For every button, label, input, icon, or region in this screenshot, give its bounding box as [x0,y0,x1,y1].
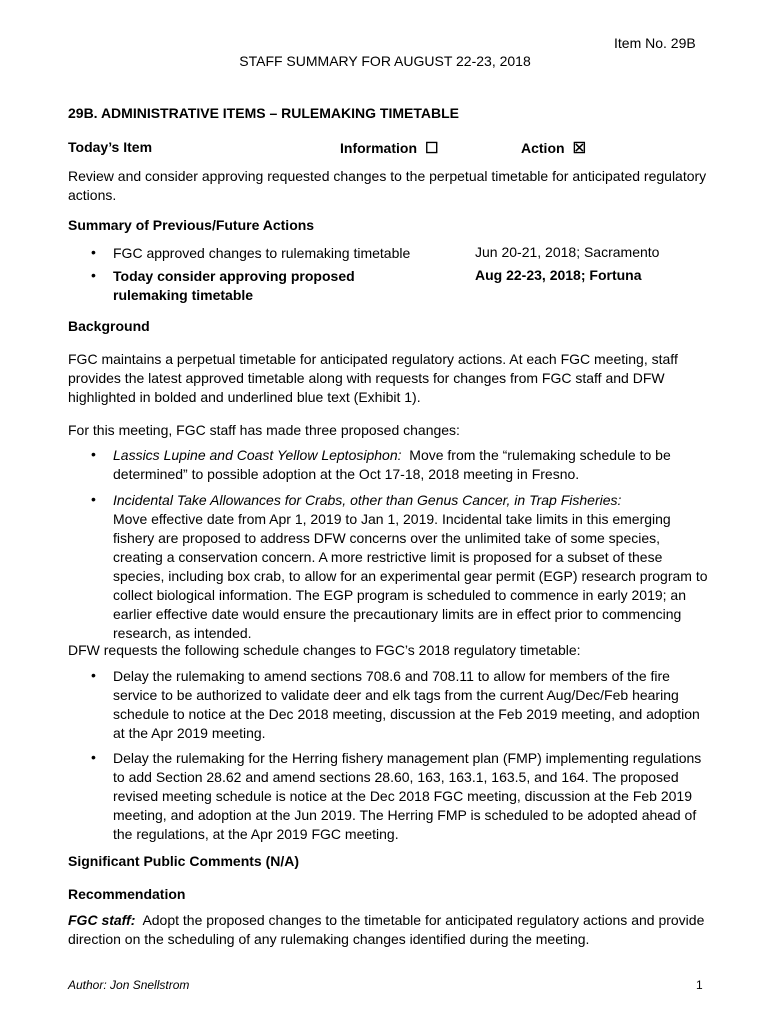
summary-date: Aug 22-23, 2018; Fortuna [475,267,642,283]
information-checkbox: ☐ [425,140,439,157]
background-paragraph-2: For this meeting, FGC staff has made three proposed changes: [68,422,460,438]
bullet: • [91,491,96,507]
bullet: • [91,749,96,765]
bullet: • [91,446,96,462]
intro-paragraph: Review and consider approving requested changes to the perpetual timetable for anticipated regulatory actions. [68,168,707,203]
fgc-change-item [113,446,708,484]
public-comments-heading: Significant Public Comments (N/A) [68,853,300,869]
page-number: 1 [696,978,703,992]
dfw-change-text: Delay the rulemaking to amend sections 708.6 and 708.11 to allow for members of the fire service to be authorized to validate deer and elk tags from the current Aug/Dec/Feb hearing schedule to notice at the Dec 2018 meeting, discussion at the Feb 2019 meeting, and adoption at the Apr 2019 meeting. [113,668,700,741]
bullet: • [91,267,96,283]
recommendation-text: Adopt the proposed changes to the timetable for anticipated regulatory actions and provide direction on the scheduling of any rulemaking changes identified during the meeting. [68,912,705,947]
recommendation-paragraph [68,911,708,949]
fgc-change-item [113,491,708,643]
bullet: • [91,244,96,260]
staff-summary-heading: STAFF SUMMARY FOR AUGUST 22-23, 2018 [239,53,531,69]
fgc-change-title: Lassics Lupine and Coast Yellow Leptosiphon: [113,447,402,463]
background-paragraph-3: DFW requests the following schedule changes to FGC’s 2018 regulatory timetable: [68,642,581,658]
information-option [340,139,438,157]
section-title: 29B. ADMINISTRATIVE ITEMS – RULEMAKING TIMETABLE [68,105,459,121]
action-option [521,139,586,157]
bullet: • [91,667,96,683]
summary-heading: Summary of Previous/Future Actions [68,217,315,233]
fgc-change-text: Move effective date from Apr 1, 2019 to Jan 1, 2019. Incidental take limits in this emerging fishery are proposed to address DFW concerns over the unlimited take of some species, creating a conservation concern. A more restrictive limit is proposed for a subset of these species, including box crab, to allow for an experimental gear permit (EGP) research program to collect biological information. The EGP program is scheduled to commence in early 2019; an earlier effective date would ensure the precautionary limits are in effect prior to commencing research, as intended. [113,511,708,641]
recommendation-label: FGC staff: [68,912,136,928]
footer-author: Author: Jon Snellstrom [68,978,190,992]
summary-action: Today consider approving proposed rulemaking timetable [113,268,355,303]
summary-action: FGC approved changes to rulemaking timetable [113,245,411,261]
item-number: Item No. 29B [614,35,696,51]
fgc-change-text: Move from the “rulemaking schedule to be determined” to possible adoption at the Oct 17-18, 2018 meeting in Fresno. [113,447,671,482]
fgc-change-title: Incidental Take Allowances for Crabs, other than Genus Cancer, in Trap Fisheries: [113,492,622,508]
background-paragraph-1: FGC maintains a perpetual timetable for anticipated regulatory actions. At each FGC meeting, staff provides the latest approved timetable along with requests for changes from FGC staff and DFW highlighted in bolded and underlined blue text (Exhibit 1). [68,351,678,405]
summary-date: Jun 20-21, 2018; Sacramento [475,244,660,260]
information-label: Information [340,140,417,156]
action-label: Action [521,140,565,156]
dfw-change-text: Delay the rulemaking for the Herring fishery management plan (FMP) implementing regulations to add Section 28.62 and amend sections 28.60, 163, 163.1, 163.5, and 164. The proposed revised meeting schedule is notice at the Dec 2018 FGC meeting, discussion at the Feb 2019 meeting, and adoption at the Jun 2019. The Herring FMP is scheduled to be adopted ahead of the regulations, at the Apr 2019 FGC meeting. [113,750,702,842]
todays-item-label: Today’s Item [68,139,153,155]
recommendation-heading: Recommendation [68,886,186,902]
action-checkbox: ☒ [572,140,587,157]
background-heading: Background [68,318,150,334]
